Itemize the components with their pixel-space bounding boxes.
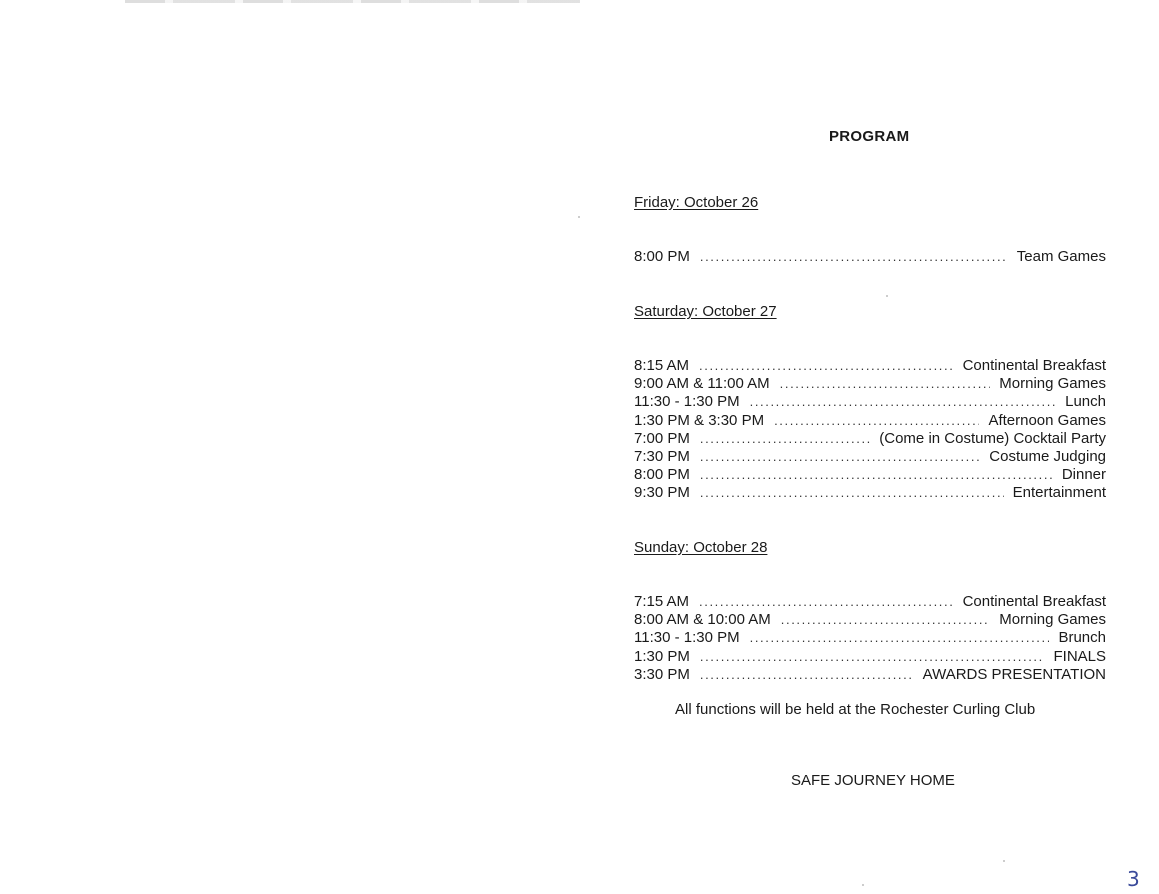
entry-event: (Come in Costume) Cocktail Party xyxy=(879,429,1106,447)
entry-event: Lunch xyxy=(1065,393,1106,411)
dot-leader xyxy=(700,248,1008,266)
schedule-friday xyxy=(634,248,1106,266)
scan-speck xyxy=(886,295,888,297)
entry-time: 7:30 PM xyxy=(634,447,690,465)
entry-time: 11:30 - 1:30 PM xyxy=(634,629,740,647)
entry-time: 7:00 PM xyxy=(634,429,690,447)
scan-speck xyxy=(862,884,864,886)
dot-leader xyxy=(750,629,1050,647)
entry-time: 8:15 AM xyxy=(634,357,690,374)
sign-off: SAFE JOURNEY HOME xyxy=(791,772,955,789)
schedule-entry xyxy=(634,448,1106,466)
entry-time: 9:00 AM & 11:00 AM xyxy=(634,375,770,393)
schedule-entry xyxy=(634,393,1106,411)
schedule-entry xyxy=(634,466,1106,484)
schedule-entry xyxy=(634,430,1106,448)
entry-event: Brunch xyxy=(1058,629,1106,647)
scan-edge-artifact xyxy=(125,0,580,3)
entry-time: 11:30 - 1:30 PM xyxy=(634,393,740,411)
entry-event: FINALS xyxy=(1053,647,1106,665)
schedule-entry xyxy=(634,629,1106,647)
day-heading-friday: Friday: October 26 xyxy=(634,194,759,211)
dot-leader xyxy=(780,375,991,393)
entry-event: Dinner xyxy=(1061,466,1106,484)
dot-leader xyxy=(699,357,954,375)
scan-speck xyxy=(1003,860,1005,862)
entry-event: Continental Breakfast xyxy=(962,593,1106,610)
schedule-sunday xyxy=(634,593,1106,684)
dot-leader xyxy=(700,466,1053,484)
schedule-entry xyxy=(634,375,1106,393)
schedule-saturday xyxy=(634,357,1106,503)
schedule-entry xyxy=(634,412,1106,430)
entry-event: Afternoon Games xyxy=(988,411,1106,429)
dot-leader xyxy=(750,393,1057,411)
day-heading-saturday: Saturday: October 27 xyxy=(634,303,777,320)
entry-event: AWARDS PRESENTATION xyxy=(922,665,1106,683)
day-heading-sunday: Sunday: October 28 xyxy=(634,539,768,556)
dot-leader xyxy=(700,484,1004,502)
entry-event: Entertainment xyxy=(1012,484,1106,502)
dot-leader xyxy=(700,648,1045,666)
schedule-entry xyxy=(634,611,1106,629)
entry-time: 8:00 PM xyxy=(634,248,690,265)
schedule-entry xyxy=(634,648,1106,666)
schedule-entry xyxy=(634,666,1106,684)
entry-time: 7:15 AM xyxy=(634,593,690,610)
schedule-entry xyxy=(634,484,1106,502)
dot-leader xyxy=(700,448,980,466)
location-note: All functions will be held at the Rochester Curling Club xyxy=(675,701,1036,718)
entry-time: 1:30 PM & 3:30 PM xyxy=(634,411,765,429)
dot-leader xyxy=(699,593,954,611)
schedule-entry xyxy=(634,593,1106,611)
dot-leader xyxy=(781,611,991,629)
dot-leader xyxy=(700,430,870,448)
schedule-entry xyxy=(634,248,1106,266)
entry-time: 1:30 PM xyxy=(634,647,690,665)
entry-event: Costume Judging xyxy=(989,447,1106,465)
entry-event: Morning Games xyxy=(999,611,1106,629)
page-number: 3 xyxy=(1127,867,1140,891)
dot-leader xyxy=(774,412,979,430)
dot-leader xyxy=(700,666,914,684)
entry-time: 8:00 AM & 10:00 AM xyxy=(634,611,771,629)
entry-event: Team Games xyxy=(1016,248,1106,265)
page-title: PROGRAM xyxy=(829,128,910,145)
entry-event: Morning Games xyxy=(999,375,1106,393)
entry-time: 8:00 PM xyxy=(634,466,690,484)
scan-speck xyxy=(578,216,580,218)
entry-time: 9:30 PM xyxy=(634,484,690,502)
entry-event: Continental Breakfast xyxy=(962,357,1106,374)
entry-time: 3:30 PM xyxy=(634,665,690,683)
schedule-entry xyxy=(634,357,1106,375)
